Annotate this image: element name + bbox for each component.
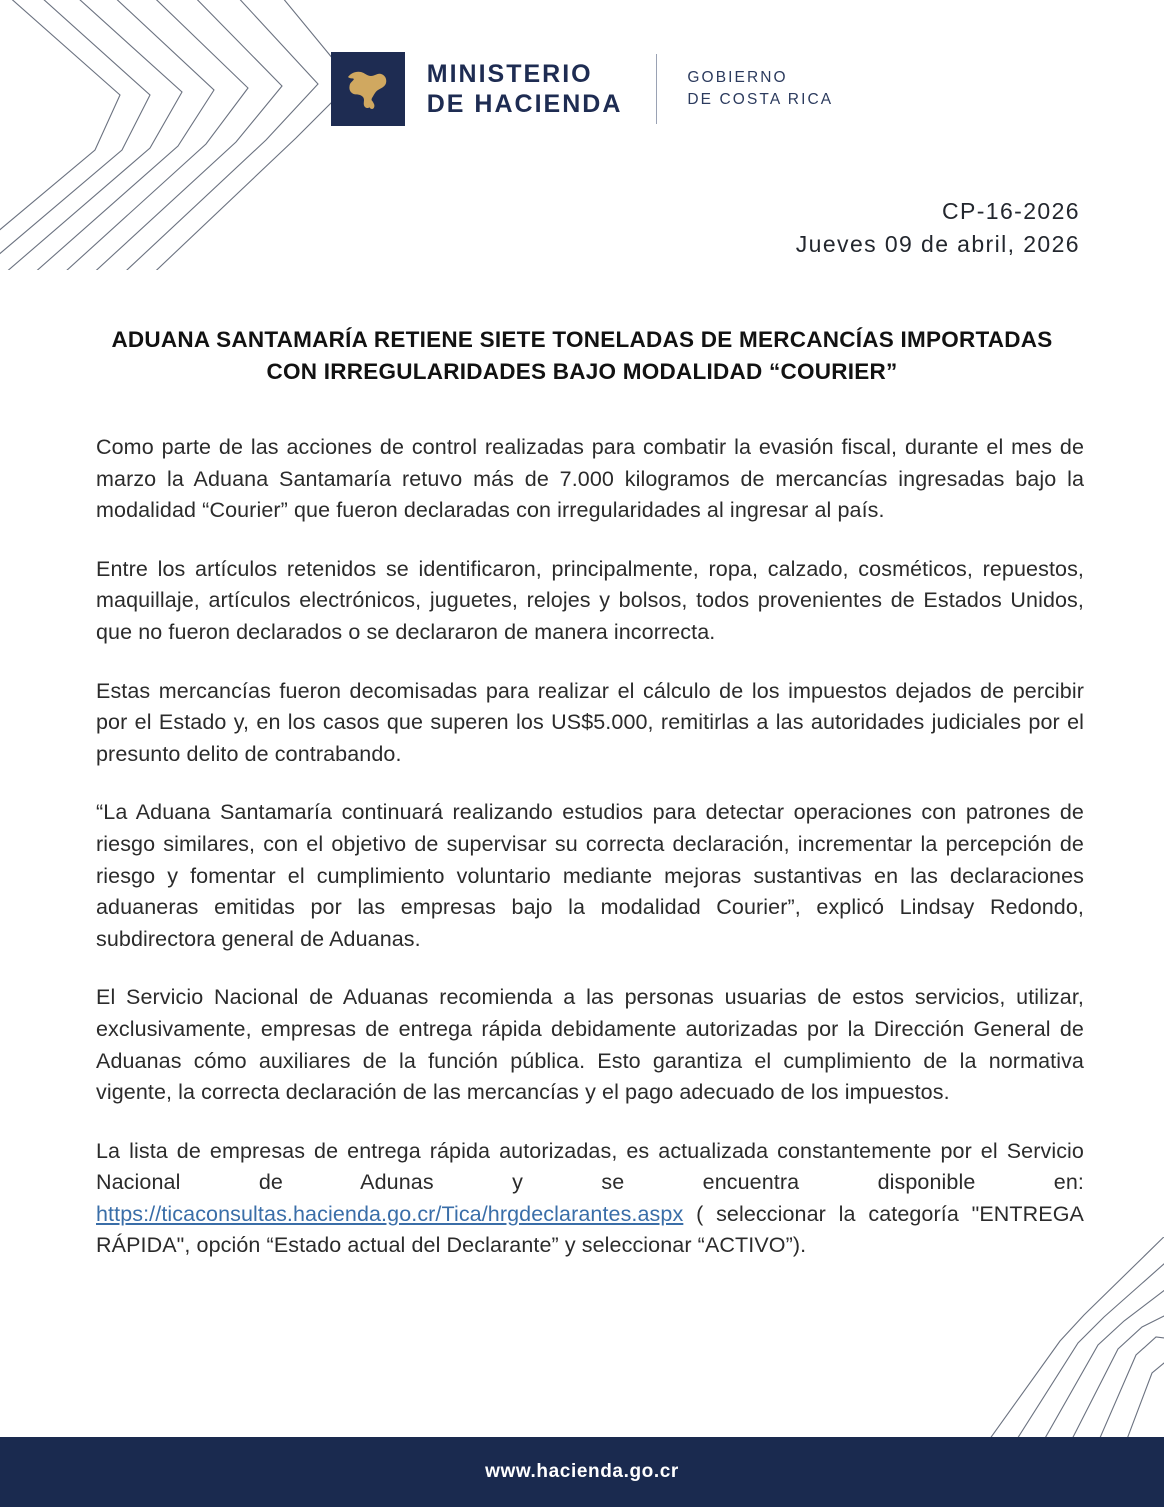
- government-name-line1: GOBIERNO: [687, 68, 788, 86]
- lockup-divider: [656, 54, 657, 124]
- ministry-name-line1: MINISTERIO: [426, 60, 593, 88]
- ministry-name-line2: DE HACIENDA: [426, 90, 623, 118]
- paragraph-6-text-after-link: ( seleccionar la categoría "ENTREGA RÁPIDA", opción “Estado actual del Declarante” y seleccionar “ACTIVO”).: [96, 1201, 1084, 1258]
- body-copy: [96, 432, 1084, 1262]
- government-name-line2: DE COSTA RICA: [687, 91, 834, 108]
- reference-number: CP-16-2026: [941, 198, 1080, 224]
- paragraph-3: Estas mercancías fueron decomisadas para realizar el cálculo de los impuestos dejados de percibir por el Estado y, en los casos que superen los US$5.000, remitirlas a las autoridades judiciales por el presunto delito de contrabando.: [96, 678, 1084, 766]
- paragraph-2: Entre los artículos retenidos se identificaron, principalmente, ropa, calzado, cosméticos, repuestos, maquillaje, artículos electrónicos, juguetes, relojes y bolsos, todos provenientes de Estados Unidos, que no fueron declarados o se declararon de manera incorrecta.: [96, 556, 1084, 644]
- paragraph-1: Como parte de las acciones de control realizadas para combatir la evasión fiscal, durante el mes de marzo la Aduana Santamaría retuvo más de 7.000 kilogramos de mercancías ingresadas bajo la modalidad “Courier” que fueron declaradas con irregularidades al ingresar al país.: [96, 435, 1084, 523]
- paragraph-6-text-before-link: La lista de empresas de entrega rápida autorizadas, es actualizada constantemente por el Servicio Nacional de Adunas y se encuentra disponible en:: [96, 1138, 1084, 1195]
- tica-consultas-link[interactable]: https://ticaconsultas.hacienda.go.cr/Tica/hrgdeclarantes.aspx: [96, 1201, 684, 1226]
- ministry-name: [427, 59, 623, 119]
- paragraph-5: El Servicio Nacional de Aduanas recomienda a las personas usuarias de estos servicios, utilizar, exclusivamente, empresas de entrega rápida debidamente autorizadas por la Dirección General de Aduanas cómo auxiliares de la función pública. Esto garantiza el cumplimiento de la normativa vigente, la correcta declaración de las mercancías y el pago adecuado de los impuestos.: [96, 985, 1084, 1105]
- footer-bar: [0, 1437, 1164, 1507]
- reference-block: [796, 195, 1080, 260]
- masthead: [0, 52, 1164, 126]
- publication-date: Jueves 09 de abril, 2026: [795, 230, 1080, 257]
- costa-rica-map-icon: [331, 52, 405, 126]
- decorative-lines-bottom-right: [964, 1237, 1164, 1437]
- page-title: ADUANA SANTAMARÍA RETIENE SIETE TONELADAS DE MERCANCÍAS IMPORTADAS CON IRREGULARIDADES BAJO MODALIDAD “COURIER”: [111, 327, 1053, 384]
- logo-lockup: [331, 52, 834, 126]
- footer-website-url[interactable]: www.hacienda.go.cr: [485, 1461, 679, 1482]
- government-name: [687, 67, 833, 112]
- paragraph-4-quote: “La Aduana Santamaría continuará realizando estudios para detectar operaciones con patrones de riesgo similares, con el objetivo de supervisar su correcta declaración, incrementar la percepción de riesgo y fomentar el cumplimiento voluntario mediante mejoras sustantivas en las declaraciones aduaneras emitidas por las empresas bajo la modalidad Courier”, explicó Lindsay Redondo, subdirectora general de Aduanas.: [96, 800, 1084, 951]
- paragraph-6: [96, 1136, 1084, 1262]
- decorative-lines-top-left: [0, 0, 360, 270]
